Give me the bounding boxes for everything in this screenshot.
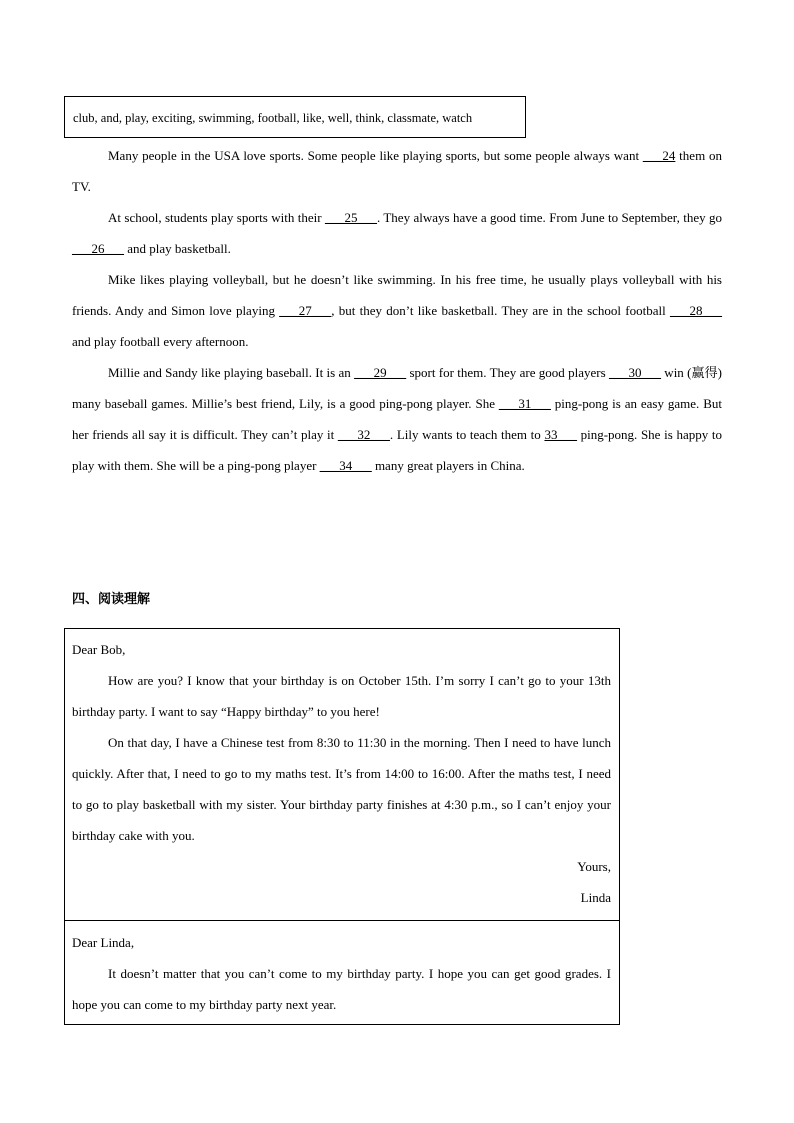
- text-span: them on TV.: [72, 148, 722, 194]
- text-span: ping-pong. She is happy to play with them. She will be a ping-pong player: [72, 427, 722, 473]
- blank-24: ___24: [642, 148, 676, 163]
- text-span: . They always have a good time. From June to September, they go: [376, 210, 722, 225]
- text-span: ping-pong is an easy game. But her friends all say it is difficult. They can’t play it: [72, 396, 722, 442]
- text-span: Many people in the USA love sports. Some people like playing sports, but some people always want: [108, 148, 643, 163]
- section-title: 四、阅读理解: [72, 592, 151, 607]
- blank-33: 33___: [544, 427, 577, 442]
- blank-31: ___31___: [498, 396, 551, 411]
- text-span: At school, students play sports with their: [108, 210, 325, 225]
- text-span: sport for them. They are good players: [406, 365, 609, 380]
- blank-30: ___30___: [608, 365, 661, 380]
- text-span: . Lily wants to teach them to: [389, 427, 545, 442]
- word-bank-box: [64, 96, 526, 138]
- blank-34: ___34___: [319, 458, 372, 473]
- blank-28: ___28___: [669, 303, 722, 318]
- cloze-paragraph-4: [72, 357, 722, 481]
- letter-greeting: Dear Bob,: [72, 642, 126, 657]
- cloze-paragraph-3: [72, 264, 722, 357]
- cloze-paragraph-2: [72, 202, 722, 264]
- blank-26: ___26___: [72, 241, 124, 256]
- cloze-passage: [72, 140, 722, 481]
- letter-paragraph-1: How are you? I know that your birthday is on October 15th. I’m sorry I can’t go to your 13th birthday party. I want to say “Happy birthday” to you here!: [72, 673, 611, 719]
- text-span: Millie and Sandy like playing baseball. It is an: [108, 365, 355, 380]
- blank-32: ___32___: [337, 427, 390, 442]
- text-span: and play football every afternoon.: [72, 334, 249, 349]
- text-span: and play basketball.: [124, 241, 231, 256]
- text-span: Mike likes playing volleyball, but he doesn’t like swimming. In his free time, he usually plays volleyball with his friends. Andy and Simon love playing: [72, 272, 722, 318]
- letter-to-bob: [64, 628, 620, 921]
- text-span: many great players in China.: [371, 458, 525, 473]
- letter-paragraph-1: It doesn’t matter that you can’t come to my birthday party. I hope you can get good grades. I hope you can come to my birthday party next year.: [72, 966, 611, 1012]
- word-bank-text: club, and, play, exciting, swimming, football, like, well, think, classmate, watch: [73, 111, 473, 125]
- letter-closing: Yours,: [577, 859, 611, 874]
- cloze-paragraph-1: [72, 140, 722, 202]
- letter-signature: Linda: [580, 890, 611, 905]
- text-span: win (赢得) many baseball games. Millie’s best friend, Lily, is a good ping-pong player. She: [72, 365, 722, 411]
- letter-greeting: Dear Linda,: [72, 935, 135, 950]
- letter-to-linda: [64, 920, 620, 1025]
- blank-25: ___25___: [324, 210, 377, 225]
- letter-paragraph-2: On that day, I have a Chinese test from 8:30 to 11:30 in the morning. Then I need to have lunch quickly. After that, I need to go to my maths test. It’s from 14:00 to 16:00. After the maths test, I need to go to play basketball with my sister. Your birthday party finishes at 4:30 p.m., so I can’t enjoy your birthday cake with you.: [72, 735, 611, 843]
- blank-27: ___27___: [279, 303, 332, 318]
- blank-29: ___29___: [354, 365, 407, 380]
- text-span: , but they don’t like basketball. They are in the school football: [331, 303, 670, 318]
